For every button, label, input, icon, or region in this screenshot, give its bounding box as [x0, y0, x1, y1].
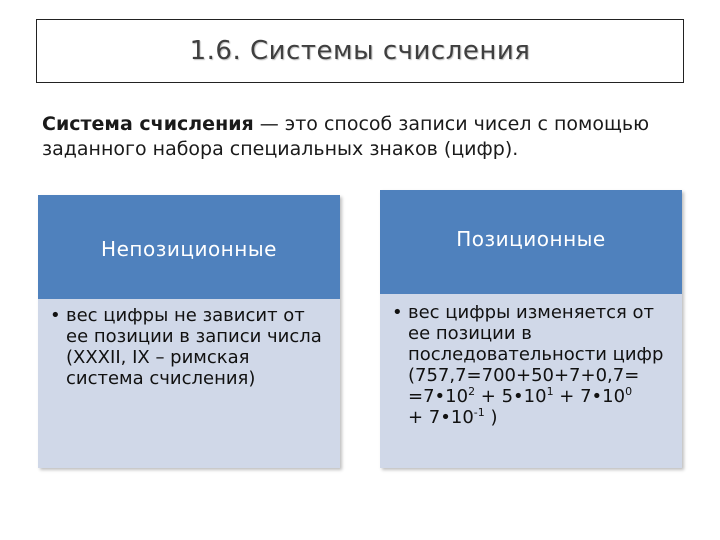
- expr-exp-1: 2: [468, 385, 476, 398]
- non-positional-header-label: Непозиционные: [101, 237, 277, 261]
- expr-exp-2: 1: [546, 385, 554, 398]
- non-positional-card: [38, 195, 340, 468]
- non-positional-body: [38, 299, 340, 468]
- expr-exp-4: -1: [473, 406, 485, 419]
- positional-card: [380, 190, 682, 468]
- positional-text: вес цифры изменяется от ее позиции в последовательности цифр (757,7=700+50+7+0,7=: [408, 302, 664, 386]
- expr-part-5: ): [484, 407, 498, 428]
- positional-header: [380, 190, 682, 294]
- title-box: [36, 19, 684, 83]
- positional-text-block: [408, 302, 676, 428]
- positional-body: [380, 294, 682, 468]
- expr-exp-3: 0: [625, 385, 633, 398]
- definition-text: — это способ записи чисел с помощью заданного набора специальных знаков (цифр).: [42, 113, 650, 160]
- expr-part-2: + 5•10: [475, 386, 547, 407]
- non-positional-text: вес цифры не зависит от ее позиции в записи числа (XXXII, IX – римская система счисления): [66, 305, 322, 389]
- list-item: [50, 305, 332, 389]
- non-positional-header: [38, 195, 340, 299]
- bullet-icon: •: [50, 305, 61, 326]
- slide-title: 1.6. Системы счисления: [189, 36, 531, 66]
- bullet-icon: •: [392, 302, 403, 323]
- expr-part-1: =7•10: [408, 386, 469, 407]
- expr-part-3: + 7•10: [553, 386, 626, 407]
- positional-header-label: Позиционные: [456, 227, 606, 251]
- list-item: [392, 302, 676, 428]
- expr-part-4: + 7•10: [408, 407, 474, 428]
- definition-term: Система счисления: [42, 113, 254, 135]
- definition-paragraph: [42, 112, 682, 162]
